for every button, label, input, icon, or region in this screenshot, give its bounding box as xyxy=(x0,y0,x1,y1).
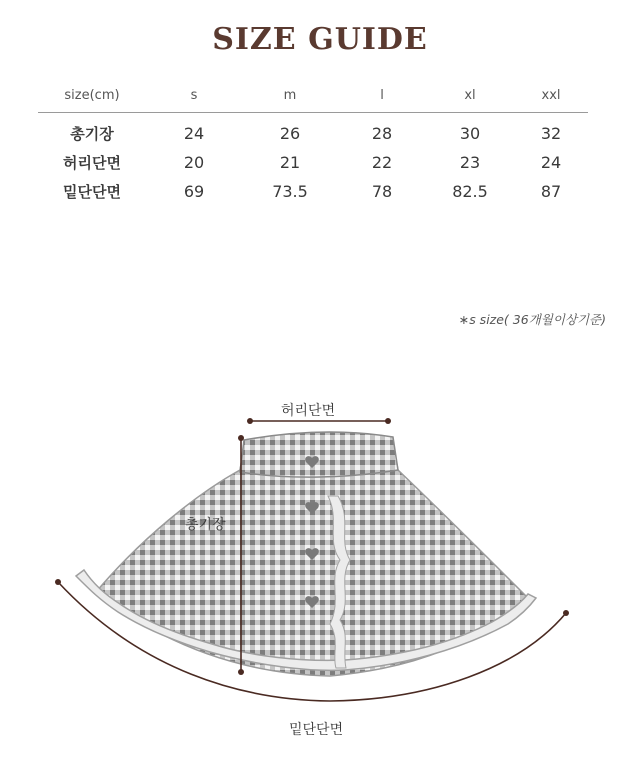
table-cell: 30 xyxy=(459,124,481,143)
table-cell: 21 xyxy=(279,153,301,172)
table-cell: 87 xyxy=(540,182,562,201)
row-label: 총기장 xyxy=(70,125,114,143)
table-cell: 24 xyxy=(183,124,205,143)
table-cell: 28 xyxy=(371,124,393,143)
table-cell: 82.5 xyxy=(452,182,488,201)
header-cell-s: s xyxy=(190,87,198,103)
row-label: 밑단단면 xyxy=(63,183,121,201)
waist-label: 허리단면 xyxy=(281,403,336,419)
hem-label: 밑단단면 xyxy=(289,722,344,738)
length-label: 총기장 xyxy=(185,517,226,533)
table-cell: 73.5 xyxy=(272,182,308,201)
skirt-illustration xyxy=(76,432,536,676)
table-cell: 22 xyxy=(371,153,393,172)
table-cell: 24 xyxy=(540,153,562,172)
size-basis-note: ∗s size( 36개월이상기준) xyxy=(458,312,606,327)
table-cell: 20 xyxy=(183,153,205,172)
table-cell: 26 xyxy=(279,124,301,143)
skirt-waistband xyxy=(240,432,398,477)
table-cell: 32 xyxy=(540,124,562,143)
table-cell: 69 xyxy=(183,182,205,201)
header-cell-xxl: xxl xyxy=(541,87,561,103)
header-cell-l: l xyxy=(380,87,384,103)
page-title: SIZE GUIDE xyxy=(212,22,428,57)
table-cell: 23 xyxy=(459,153,481,172)
row-label: 허리단면 xyxy=(63,154,121,172)
header-cell-size: size(cm) xyxy=(64,87,120,103)
table-cell: 78 xyxy=(371,182,393,201)
header-cell-xl: xl xyxy=(464,87,476,103)
header-cell-m: m xyxy=(283,87,297,103)
